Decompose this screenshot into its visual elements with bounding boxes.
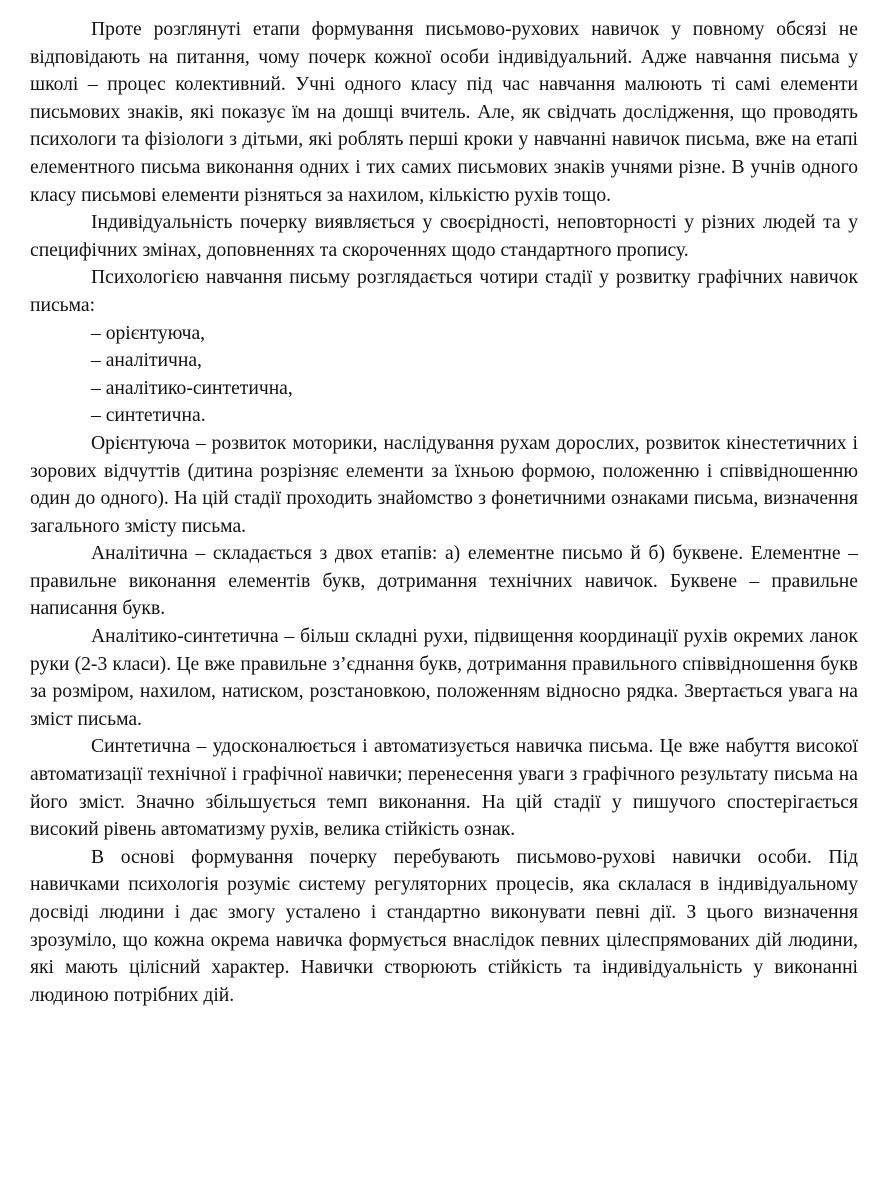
paragraph-handwriting-individuality: Проте розглянуті етапи формування письмово-рухових навичок у повному обсязі не відповідають на питання, чому почерк кожної особи індивідуальний. Адже навчання письма у школі – процес колективний. Учні одного класу під час навчання малюють ті самі елементи письмових знаків, які показує їм на дошці вчитель. Але, як свідчать дослідження, що проводять психологи та фізіологи з дітьми, які роблять перші кроки у навчанні навичок письма, вже на етапі елементного письма виконання одних і тих самих письмових знаків учнями різне. В учнів одного класу письмові елементи різняться за нахилом, кількістю рухів тощо. [30, 19, 858, 206]
list-item: – синтетична. [91, 405, 206, 427]
list-item: – орієнтуюча, [91, 322, 206, 344]
paragraph-analytical-stage: Аналітична – складається з двох етапів: а) елементне письмо й б) буквене. Елементне – правильне виконання елементів букв, дотримання технічних навичок. Буквене – правильне написання букв. [30, 543, 858, 620]
paragraph-synthetic-stage: Синтетична – удосконалюється і автоматизується навичка письма. Це вже набуття високої автоматизації технічної і графічної навички; перенесення уваги з графічного результату письма на його зміст. Значно збільшується темп виконання. На цій стадії у пишучого спостерігається високий рівень автоматизму рухів, велика стійкість ознак. [30, 736, 858, 841]
paragraph-analytic-synthetic-stage: Аналітико-синтетична – більш складні рухи, підвищення координації рухів окремих ланок руки (2-3 класи). Це вже правильне з’єднання букв, дотримання правильного співвідношення букв за розміром, нахилом, натиском, розстановкою, положенням відносно рядка. Звертається увага на зміст письма. [30, 626, 858, 730]
paragraph-handwriting-skills-basis: В основі формування почерку перебувають письмово-рухові навички особи. Під навичками психологія розуміє систему регуляторних процесів, яка склалася в індивідуальному досвіді людини і дає змогу усталено і стандартно виконувати певні дії. З цього визначення зрозуміло, що кожна окрема навичка формується внаслідок певних цілеспрямованих дій людини, які мають цілісний характер. Навички створюють стійкість та індивідуальність у виконанні людиною потрібних дій. [30, 846, 858, 1006]
list-item: – аналітична, [91, 350, 202, 372]
stages-list [30, 320, 858, 430]
paragraph-orienting-stage: Орієнтуюча – розвиток моторики, наслідування рухам дорослих, розвиток кінестетичних і зорових відчуттів (дитина розрізняє елементи за їхньою формою, положенню і співвідношенню один до одного). На цій стадії проходить знайомство з фонетичними ознаками письма, визначення загального змісту письма. [30, 432, 858, 537]
paragraph-four-stages-intro: Психологією навчання письму розглядається чотири стадії у розвитку графічних навичок письма: [30, 267, 858, 316]
paragraph-individuality-definition: Індивідуальність почерку виявляється у своєрідності, неповторності у різних людей та у специфічних змінах, доповненнях та скороченнях щодо стандартного пропису. [30, 212, 858, 261]
list-item: – аналітико-синтетична, [91, 377, 293, 399]
